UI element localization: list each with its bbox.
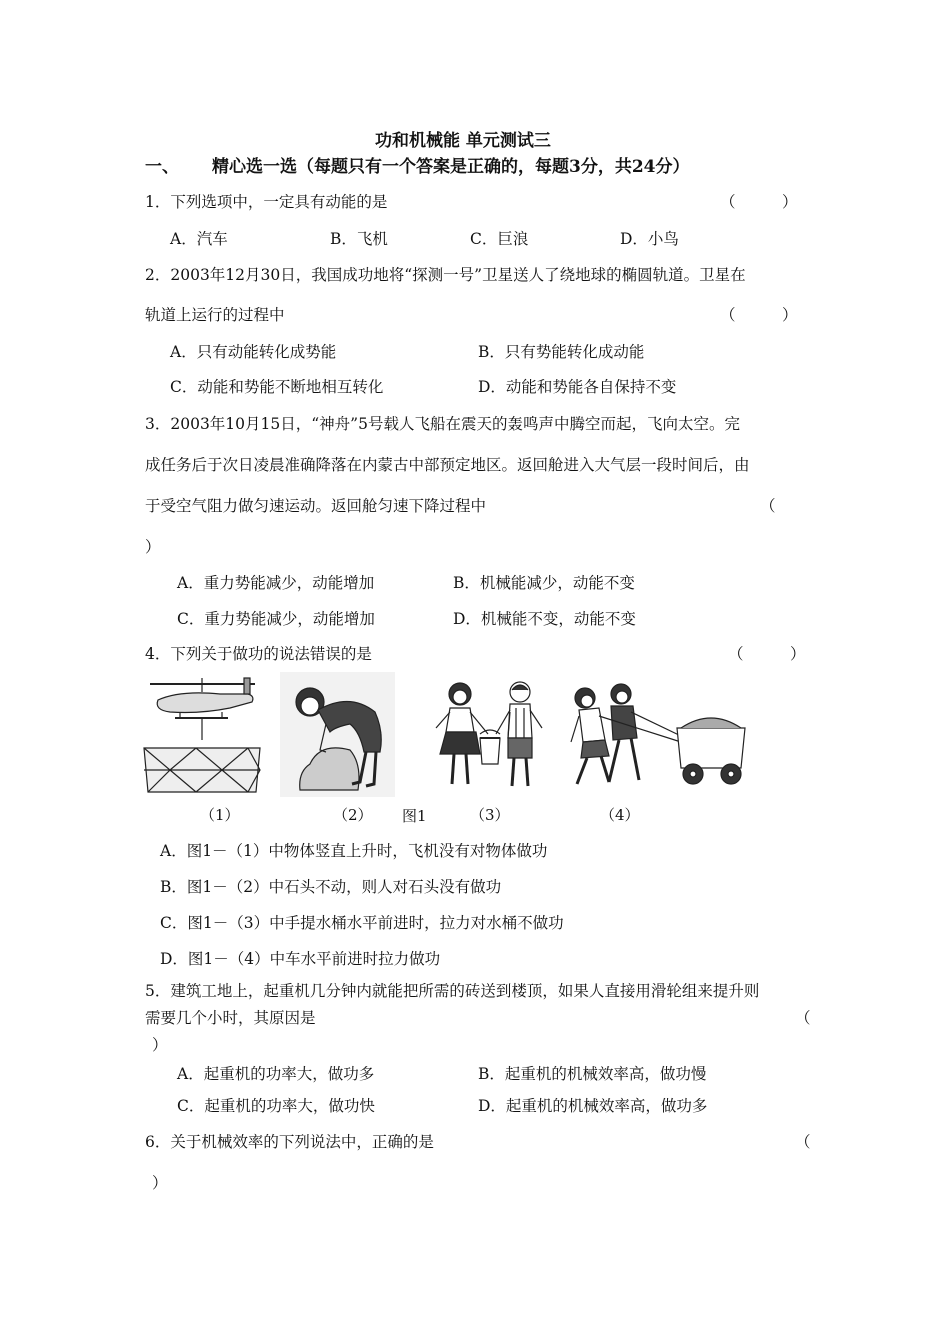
question-2-stem-line-1: 2．2003年12月30日，我国成功地将“探测一号”卫星送人了绕地球的椭圆轨道。卫星在 [145,266,746,284]
question-2-stem-line-2: 轨道上运行的过程中 [145,306,285,324]
question-3-stem-line-2: 成任务后于次日凌晨准确降落在内蒙古中部预定地区。返回舱进入大气层一段时间后，由 [145,456,750,474]
question-4-stem: 4．下列关于做功的说法错误的是 [145,645,372,663]
question-3-bracket-open: （ [760,497,776,515]
children-pulling-cart-illustration [565,672,760,797]
question-5-stem-line-2: 需要几个小时，其原因是 [145,1009,316,1027]
question-2-option-c: C．动能和势能不断地相互转化 [170,378,384,396]
question-3-option-d: D．机械能不变，动能不变 [453,610,636,628]
question-2-option-b: B．只有势能转化成动能 [478,343,645,361]
question-3-stem-line-3: 于受空气阻力做匀速运动。返回舱匀速下降过程中 [145,497,487,515]
question-5-option-c: C．起重机的功率大，做功快 [177,1097,375,1115]
section-heading: 精心选一选（每题只有一个答案是正确的，每题3分，共24分） [212,157,690,177]
question-3-stem-line-1: 3．2003年10月15日，“神舟”5号载人飞船在震天的轰鸣声中腾空而起，飞向太空。完 [145,415,740,433]
question-2-bracket: （ ） [720,306,798,324]
question-2-option-d: D．动能和势能各自保持不变 [478,378,677,396]
question-2-option-a: A．只有动能转化成势能 [170,343,337,361]
question-4-option-c: C．图1－（3）中手提水桶水平前进时，拉力对水桶不做功 [160,914,564,932]
person-pushing-rock-illustration [280,672,395,797]
helicopter-lifting-truss-illustration [140,672,265,797]
question-4-option-a: A．图1－（1）中物体竖直上升时，飞机没有对物体做功 [160,842,548,860]
question-4-option-d: D．图1－（4）中车水平前进时拉力做功 [160,950,441,968]
question-1-stem: 1．下列选项中，一定具有动能的是 [145,193,388,211]
figure-1 [140,672,770,802]
question-5-bracket-close: ） [152,1036,168,1054]
figure-1-label-2: （2） [333,806,373,824]
question-5-bracket-open: （ [795,1009,811,1027]
question-5-option-d: D．起重机的机械效率高，做功多 [478,1097,708,1115]
question-1-option-d: D．小鸟 [620,230,679,248]
section-number: 一、 [145,157,179,177]
figure-1-label-4: （4） [600,806,640,824]
question-5-option-a: A．起重机的功率大，做功多 [177,1065,375,1083]
question-5-stem-line-1: 5．建筑工地上，起重机几分钟内就能把所需的砖送到楼顶，如果人直接用滑轮组来提升则 [145,982,760,1000]
question-6-bracket-open: （ [795,1133,811,1151]
question-1-bracket: （ ） [720,193,798,211]
children-carrying-bucket-illustration [422,672,557,797]
question-4-option-b: B．图1－（2）中石头不动，则人对石头没有做功 [160,878,502,896]
figure-1-label-1: （1） [200,806,240,824]
question-3-bracket-close: ） [145,538,161,556]
question-3-option-c: C．重力势能减少，动能增加 [177,610,375,628]
question-3-option-a: A．重力势能减少，动能增加 [177,574,375,592]
question-5-option-b: B．起重机的机械效率高，做功慢 [478,1065,707,1083]
page-title: 功和机械能 单元测试三 [375,131,551,151]
figure-1-label-3: （3） [470,806,510,824]
question-1-option-a: A．汽车 [170,230,228,248]
question-3-option-b: B．机械能减少，动能不变 [453,574,635,592]
question-4-bracket: （ ） [728,645,806,663]
question-1-option-c: C．巨浪 [470,230,529,248]
question-1-option-b: B．飞机 [330,230,388,248]
question-6-bracket-close: ） [152,1174,168,1192]
question-6-stem: 6．关于机械效率的下列说法中，正确的是 [145,1133,434,1151]
figure-1-caption: 图1 [402,807,427,825]
